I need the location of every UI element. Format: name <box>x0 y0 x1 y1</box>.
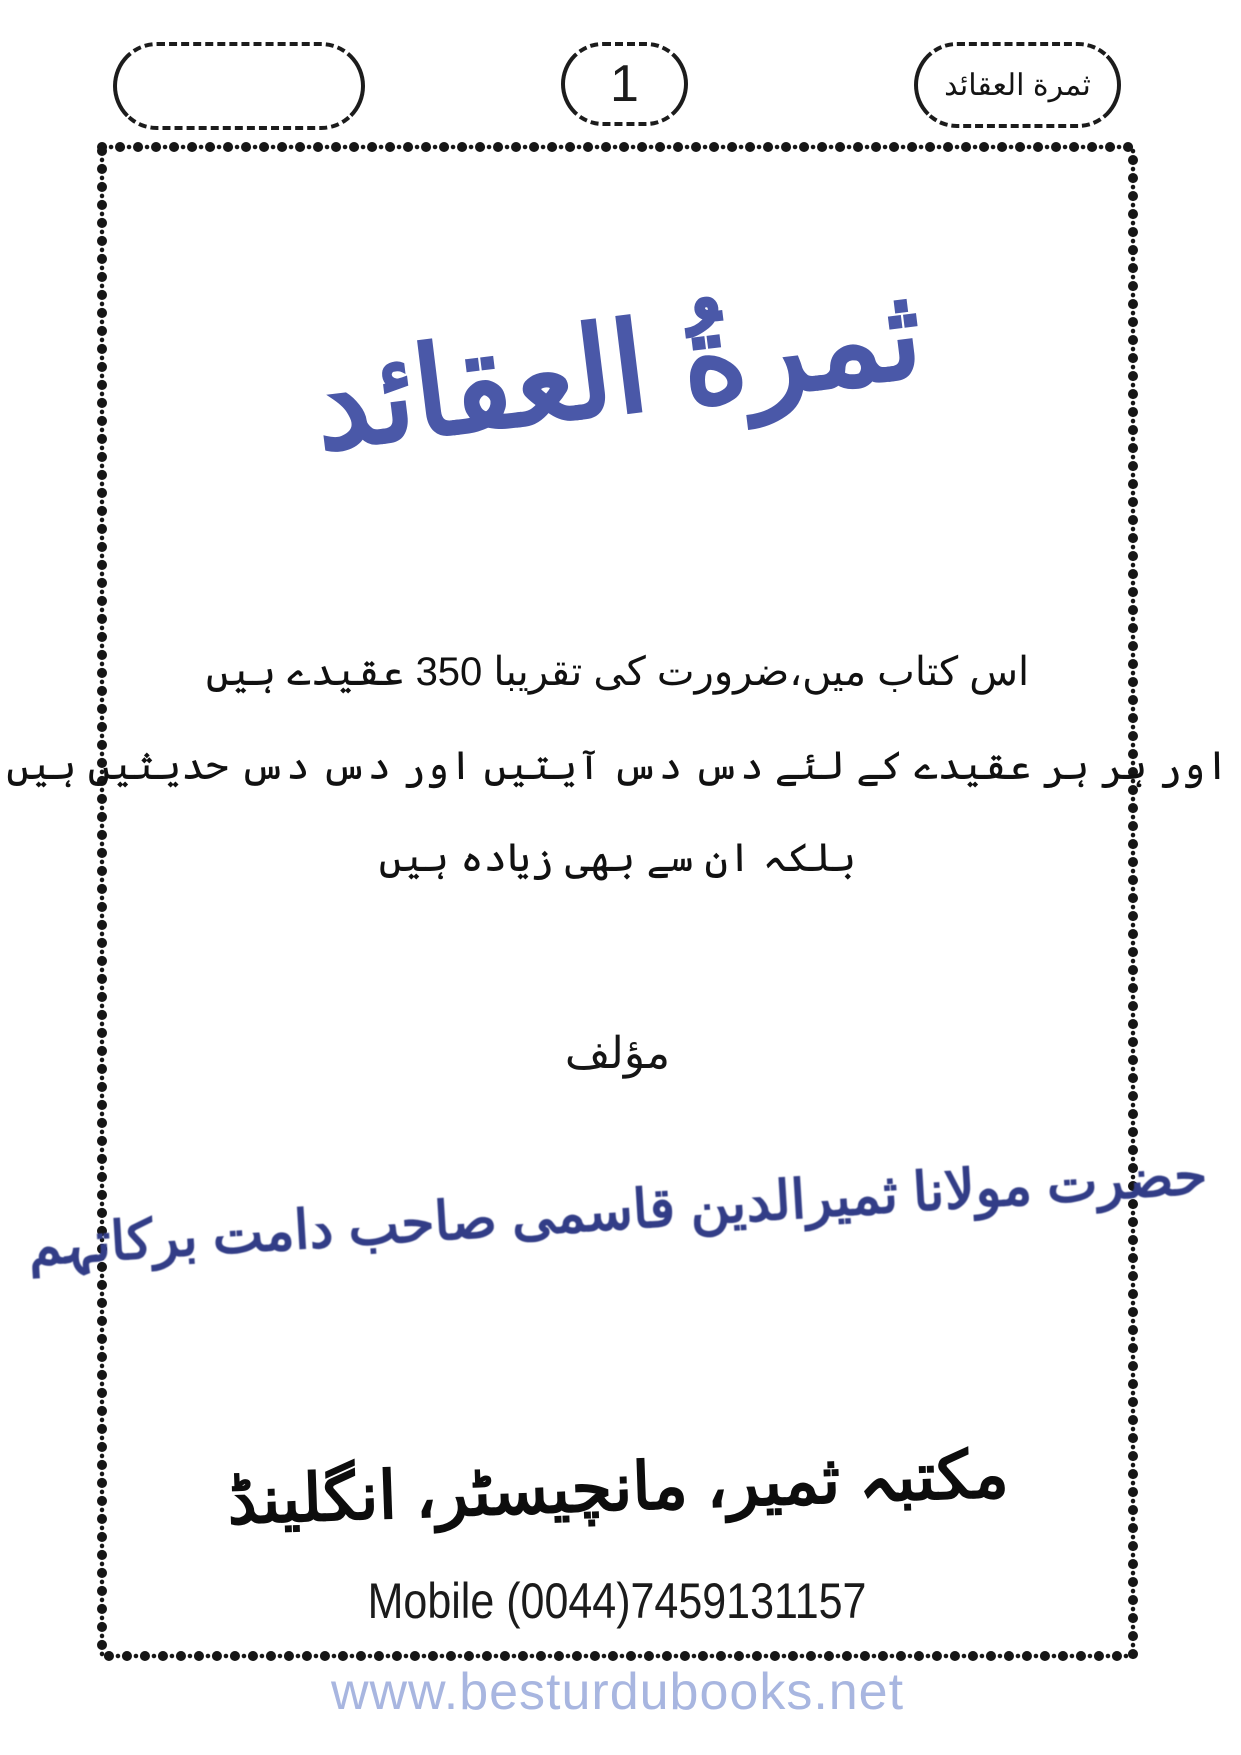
page-number: 1 <box>610 55 639 113</box>
description-line-1: اس کتاب میں،ضرورت کی تقریبا 350 عقیدے ہیں <box>205 650 1030 694</box>
publisher-row <box>95 1412 1140 1562</box>
description-line-2-row <box>6 726 1229 806</box>
author-name-calligraphy: حضرت مولانا ثمیرالدین قاسمی صاحب دامت برکاتہم <box>26 1144 1209 1277</box>
author-name-row <box>26 1130 1209 1290</box>
book-title-calligraphy: ثمرةُ العقائد <box>305 263 930 477</box>
watermark-url: www.besturdubooks.net <box>330 1663 905 1721</box>
description-line-3-row <box>95 818 1140 898</box>
header-book-title-text: ثمرة العقائد <box>944 68 1091 102</box>
description-line-1-row <box>95 632 1140 712</box>
watermark-row <box>95 1662 1140 1722</box>
mobile-row <box>95 1572 1140 1630</box>
description-line-3: بلکہ ان سے بھی زیادہ ہیں <box>378 836 857 880</box>
page-number-badge <box>561 42 688 126</box>
author-label: مؤلف <box>564 1028 671 1078</box>
header-left-badge <box>113 42 365 130</box>
description-line-2: اور ہر ہر عقیدے کے لئے دس دس آیتیں اور دس دس حدیثیں ہیں <box>6 744 1229 788</box>
publisher-calligraphy: مکتبہ ثمیر، مانچیسٹر، انگلینڈ <box>225 1435 1010 1538</box>
title-block <box>95 225 1140 515</box>
author-label-row <box>95 1018 1140 1088</box>
header-book-title-badge <box>914 42 1121 128</box>
mobile-number: Mobile (0044)7459131157 <box>368 1573 867 1629</box>
